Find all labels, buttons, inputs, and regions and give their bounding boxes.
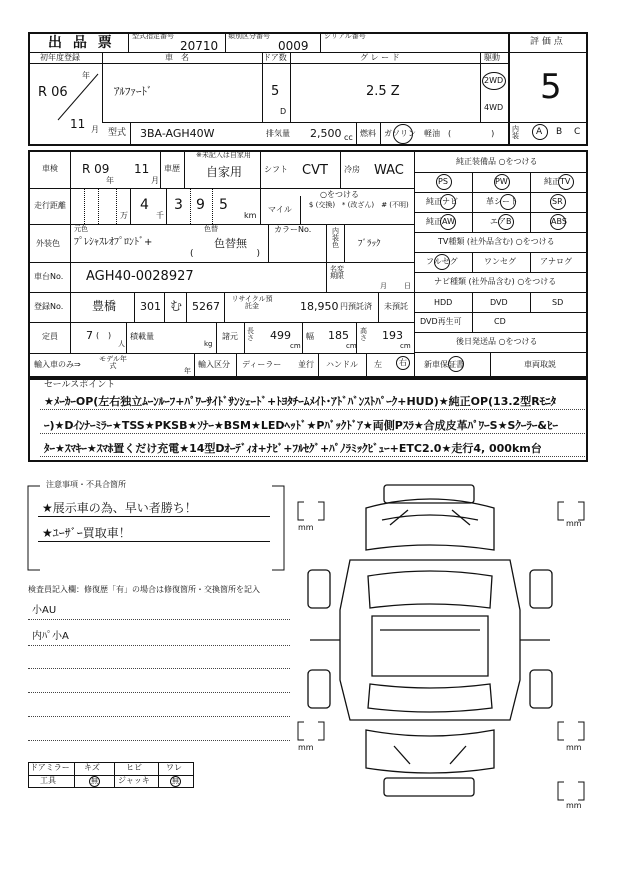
mileage-man: 万	[120, 211, 128, 220]
usage-label: 車歴	[164, 164, 180, 173]
first-reg-label: 初年度登録	[40, 53, 80, 62]
tv-analog: アナログ	[540, 257, 572, 266]
usage-note: ※未記入は自家用	[196, 151, 251, 159]
import-label: 輸入車のみ⇒	[34, 360, 81, 369]
eq-airbag: エアB	[490, 217, 512, 226]
eq-navi: 純正ナビ	[426, 197, 458, 206]
fuel-label: 燃料	[360, 129, 376, 138]
tv-fullseg: フルセグ	[426, 257, 458, 266]
year-unit: 年	[82, 71, 90, 80]
mileage-label: 走行距離	[34, 201, 66, 210]
mile-label: マイル	[268, 205, 292, 214]
legend-break: ワレ	[166, 763, 182, 772]
dim-label: 諸元	[222, 332, 238, 341]
capacity-paren-close: )	[108, 331, 112, 340]
rating-value: 5	[540, 67, 562, 107]
fuel-paren: ( )	[448, 129, 495, 138]
eq-aw: 純正AW	[426, 217, 455, 226]
legend-mirror: ドアミラー	[30, 763, 70, 772]
model-year-unit: 年	[184, 367, 191, 375]
inspection-label: 車検	[42, 164, 58, 173]
exchange: $ (交換)	[308, 201, 336, 209]
fuel-gasoline: ガソリン	[384, 129, 416, 138]
car-name-label: 車 名	[165, 53, 189, 62]
width-cm: cm	[346, 342, 357, 350]
navi-title: ナビ種類 (社外品含む) ○をつける	[434, 277, 557, 286]
drive-2wd: 2WD	[484, 76, 504, 85]
serial-label: シリアル番号	[324, 32, 366, 40]
mileage-digit-2: 3	[174, 197, 183, 213]
doors-label: ドア数	[263, 53, 287, 62]
interior-color-value: ﾌﾞﾗｯｸ	[358, 239, 381, 249]
shift-label: シフト	[264, 165, 288, 174]
notes-line-2: ★ﾕｰｻﾞｰ買取車！	[42, 526, 131, 540]
later-manual: 車両取説	[524, 360, 556, 369]
type-cert-value: 20710	[180, 39, 219, 53]
color-paren: ( )	[190, 249, 261, 259]
original-color-label: 元色	[74, 225, 88, 233]
navi-dvd: DVD	[490, 298, 508, 307]
interior-color-label: 内装色	[332, 227, 339, 249]
shift-value: CVT	[302, 163, 328, 178]
chassis-label: 車台No.	[34, 272, 64, 281]
height-cm: cm	[400, 342, 411, 350]
inspector-line-1: 小AU	[32, 605, 57, 616]
legend-jack: ジャッキ	[118, 776, 150, 785]
fuel-light-oil: 軽油	[424, 129, 440, 138]
month-unit: 月	[91, 125, 99, 134]
inspector-line-2: 内ﾊﾟ小A	[32, 631, 69, 642]
grade-label: グ レ ー ド	[360, 53, 400, 62]
legend-tools-value: 無	[91, 777, 98, 785]
capacity-value: 7	[86, 329, 93, 342]
tv-oneseg: ワンセグ	[484, 257, 516, 266]
sales-line-1: ★ﾒｰｶｰOP(左右独立ﾑｰﾝﾙｰﾌ+ﾊﾟﾜｰｻｲﾄﾞｻﾝｼｪｰﾄﾞ+ﾄﾖﾀﾁｰﾑﾒｲﾄ･ｱﾄﾞﾊﾞﾝｽﾄﾊﾟｰｸ+HUD)★純正OP(13.2型Rﾓﾆﾀ	[44, 395, 557, 408]
left-label: 左	[374, 360, 382, 369]
nc-month: 月	[380, 282, 387, 290]
color-no-label: カラーNo.	[274, 225, 312, 234]
interior-b: B	[556, 127, 563, 137]
nc-day: 日	[404, 282, 411, 290]
usage-value: 自家用	[206, 165, 243, 179]
eq-leather: 革シート	[486, 197, 518, 206]
eq-abs: ABS	[551, 217, 567, 226]
tv-title: TV種類 (社外品含む) ○をつける	[438, 237, 555, 246]
inspector-label: 検査員記入欄：修復歴「有」の場合は修復箇所・交換箇所を記入	[28, 585, 260, 594]
dvd-playback: DVD再生可	[420, 317, 462, 326]
color-name-label: 色替	[204, 225, 218, 233]
model-year-label: モデル年式	[99, 355, 127, 370]
reg-class: 301	[140, 300, 161, 313]
mark-note: ○をつける	[320, 190, 359, 199]
height-label: 高さ	[360, 327, 367, 342]
displacement-value: 2,500	[310, 127, 342, 140]
interior-c: C	[574, 127, 581, 137]
load-label: 積載量	[130, 332, 154, 341]
era-year: R 06	[38, 85, 68, 100]
import-type-label: 輸入区分	[198, 360, 230, 369]
width-value: 185	[328, 329, 349, 342]
reg-kana: む	[170, 299, 183, 313]
interior-a: A	[536, 127, 543, 137]
unknown: # (不明)	[381, 201, 409, 209]
model-value: 3BA-AGH40W	[140, 127, 215, 140]
doc-title: 出 品 票	[48, 35, 115, 51]
mileage-digit-3: 9	[196, 197, 205, 213]
ac-label: 冷房	[344, 165, 360, 174]
car-damage-diagram	[290, 480, 590, 810]
name-change-label: 名変期限	[330, 265, 344, 280]
eq-ps: PS	[438, 177, 448, 186]
chassis-value: AGH40-0028927	[86, 269, 194, 284]
handle-label: ハンドル	[326, 360, 358, 369]
cd-label: CD	[494, 317, 506, 326]
sales-points-label: セールスポイント	[44, 380, 116, 390]
class-label: 類別区分番号	[228, 32, 270, 40]
inspection-month-unit: 月	[151, 176, 159, 185]
displacement-unit: cc	[344, 133, 353, 142]
door-suffix: D	[280, 107, 287, 116]
eq-pw: PW	[495, 177, 508, 186]
notes-line-1: ★展示車の為、早い者勝ち！	[42, 501, 197, 515]
drive-label: 駆動	[484, 53, 500, 62]
capacity-paren: (	[96, 331, 100, 340]
equipment-title: 純正装備品 ○をつける	[456, 157, 538, 166]
mileage-digit-1: 4	[140, 197, 149, 213]
mileage-digit-4: 5	[219, 197, 228, 213]
month-value: 11	[70, 117, 86, 131]
capacity-unit: 人	[118, 340, 125, 348]
capacity-label: 定員	[42, 332, 58, 341]
inspection-month: 11	[134, 162, 150, 176]
length-label: 長さ	[247, 327, 254, 342]
length-cm: cm	[290, 342, 301, 350]
height-value: 193	[382, 329, 403, 342]
legend-scratch: キズ	[84, 763, 100, 772]
width-label: 幅	[306, 332, 314, 341]
legend-crack: ヒビ	[126, 763, 142, 772]
later-title: 後日発送品 ○をつける	[456, 337, 538, 346]
right-label: 右	[399, 358, 407, 367]
rating-label: 評 価 点	[530, 37, 563, 47]
reg-label: 登録No.	[34, 302, 64, 311]
mm-front-right: mm	[566, 519, 582, 528]
modified: * (改ざん)	[341, 201, 375, 209]
length-value: 499	[270, 329, 291, 342]
class-value: 0009	[278, 39, 309, 53]
sales-line-2: ｰ)★Dｲﾝﾅｰﾐﾗｰ★TSS★PKSB★ｿﾅｰ★BSM★LEDﾍｯﾄﾞ★Pﾊﾞｯｸﾄﾞｱ★両側Pｽﾗ★合成皮革ﾊﾟﾜｰS★Sｸｰﾗｰ&ﾋｰ	[44, 419, 558, 432]
drive-4wd: 4WD	[484, 103, 504, 112]
reg-num: 5267	[192, 300, 220, 313]
mileage-unit: km	[244, 211, 257, 220]
model-label: 型式	[108, 128, 127, 138]
dealer-label: ディーラー	[242, 360, 282, 369]
inspection-era: R 09	[82, 162, 110, 176]
reg-area: 豊橋	[92, 299, 117, 313]
navi-hdd: HDD	[434, 298, 453, 307]
color-label: 外装色	[36, 239, 60, 248]
doors-value: 5	[271, 84, 280, 99]
navi-sd: SD	[552, 298, 564, 307]
legend-jack-value: 無	[172, 777, 179, 785]
sales-line-3: ﾀｰ★ｽﾏｷｰ★ｽﾏﾎ置くだけ充電★14型Dｵｰﾃﾞｨｵ+ﾅﾋﾞ+ﾌﾙｾｸﾞ+ﾊﾟﾉﾗﾐｯｸﾋﾞｭｰ+ETC2.0★走行4, 000km台	[44, 442, 542, 455]
mm-rear-right: mm	[566, 743, 582, 752]
load-unit: kg	[204, 340, 213, 348]
displacement-label: 排気量	[266, 129, 290, 138]
grade-value: 2.5 Z	[366, 84, 400, 99]
eq-tv: 純正TV	[544, 177, 571, 186]
recycle-status: 円預託済	[340, 302, 372, 311]
parallel-label: 並行	[298, 360, 314, 369]
interior-label: 内装	[512, 125, 519, 140]
recycle-value: 18,950	[300, 300, 339, 313]
color-change-value: 色替無	[214, 237, 247, 250]
recycle-unpaid: 未預託	[384, 302, 408, 311]
mm-rear-left: mm	[298, 743, 314, 752]
type-cert-label: 型式指定番号	[132, 32, 174, 40]
ac-value: WAC	[374, 163, 404, 178]
recycle-label: リサイクル預託金	[231, 295, 273, 310]
eq-sr: SR	[552, 197, 563, 206]
mileage-sen: 千	[156, 211, 164, 220]
mm-bottom: mm	[566, 801, 582, 810]
inspection-year-unit: 年	[106, 176, 114, 185]
color-value: ﾌﾟﾚｼｬｽﾚｵﾌﾟﾛﾝﾄﾞ+	[74, 237, 153, 248]
later-warranty: 新車保証書	[424, 360, 464, 369]
legend-tools: 工具	[40, 776, 56, 785]
car-name-value: ｱﾙﾌｧｰﾄﾞ	[114, 85, 153, 98]
notes-label: 注意事項・不具合箇所	[46, 480, 126, 489]
mm-front-left: mm	[298, 523, 314, 532]
